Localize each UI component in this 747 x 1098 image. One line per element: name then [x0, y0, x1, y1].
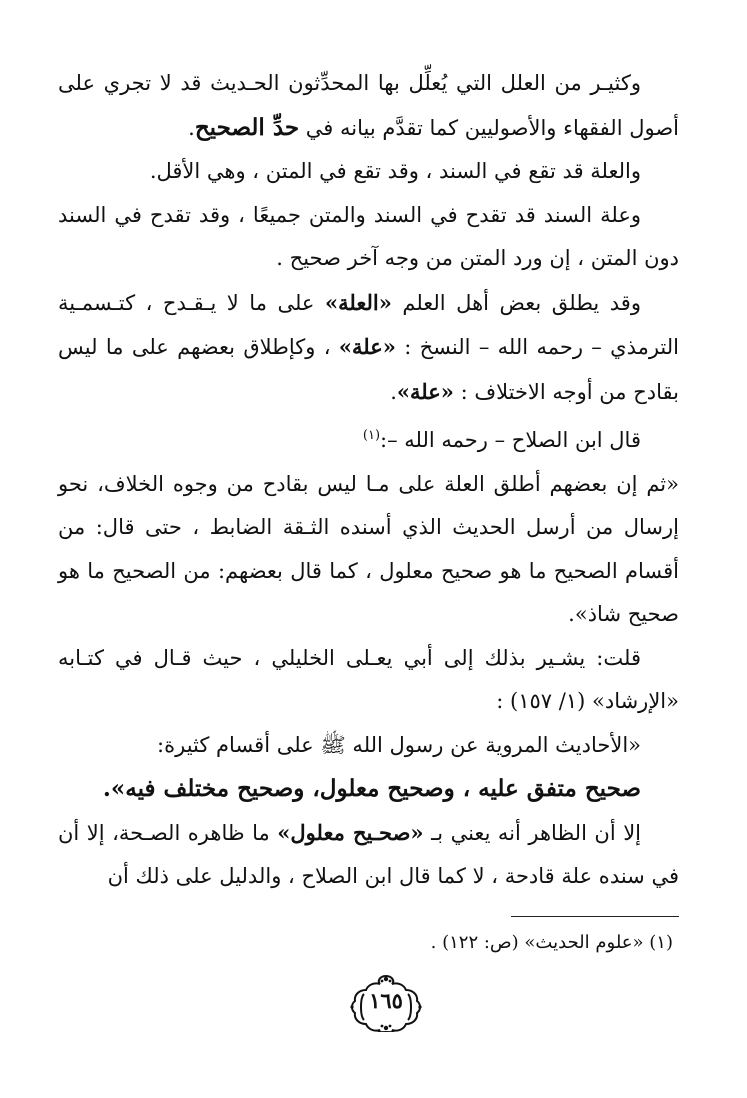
paragraph-1-tail: .: [188, 115, 195, 140]
footnote: (١) «علوم الحديث» (ص: ١٢٢) .: [430, 932, 673, 953]
paragraph-1-emphasis: حدِّ الصحيح: [194, 113, 300, 141]
paragraph-4-part4: .: [390, 379, 397, 404]
paragraph-10-part2: ما ظاهره الصـحة، إلا أن في سنده علة قادحة ، لا كما قال ابن الصلاح ، والدليل على ذلك أن: [58, 820, 679, 888]
paragraph-7: قلت: يشـير بذلك إلى أبي يعـلى الخليلي ، حيث قـال في كتـابه «الإرشاد» (١/ ١٥٧) :: [58, 645, 679, 713]
paragraph-4-emphasis-1: «العلة»: [325, 289, 392, 315]
paragraph-3: وعلة السند قد تقدح في السند والمتن جميعًا ، وقد تقدح في السند دون المتن ، إن ورد المتن من وجه آخر صحيح .: [58, 202, 679, 270]
paragraph-4-emphasis-3: «علة»: [396, 378, 454, 404]
paragraph-10: [58, 811, 679, 899]
page-number-ornament: [346, 972, 426, 1032]
paragraph-2: والعلة قد تقع في السند ، وقد تقع في المتن ، وهي الأقل.: [149, 159, 641, 183]
paragraph-4-part2: على ما لا يـقـدح ، كتـسمـية الترمذي – رحمه الله – النسخ :: [58, 290, 680, 359]
paragraph-5-text: قال ابن الصلاح – رحمه الله –:: [380, 428, 641, 452]
paragraph-1-text: وكثيـر من العلل التي يُعلِّل بها المحدِّثون الحـديث قد لا تجري على أصول الفقهاء والأصوليين كما تقدَّم بيانه في: [58, 71, 679, 140]
page-number: ١٦٥: [369, 988, 403, 1013]
footnote-divider: [511, 916, 679, 917]
paragraph-6-quote: «ثم إن بعضهم أطلق العلة على مـا ليس بقادح من وجوه الخلاف، نحو إرسال من أرسل الحديث الذي أسنده الثـقة الضابط ، حتى قال: من أقسام الصحيح ما هو صحيح معلول ، كما قال بعضهم: من الصحيح ما هو صحيح شاذ».: [58, 471, 679, 626]
paragraph-10-part1: إلا أن الظاهر أنه يعني بـ: [423, 820, 642, 845]
paragraph-1: [58, 62, 679, 150]
footnote-reference: (١): [362, 428, 381, 443]
paragraph-4-part1: وقد يطلق بعض أهل العلم: [391, 290, 641, 315]
paragraph-4: [58, 281, 679, 415]
paragraph-10-emphasis: «صحـيح معلول»: [277, 819, 424, 845]
paragraph-5: [58, 414, 679, 463]
paragraph-8-quote: «الأحاديث المروية عن رسول الله ﷺ على أقسام كثيرة:: [157, 732, 641, 757]
paragraph-4-emphasis-2: «علة»: [338, 334, 396, 359]
body-text: [58, 62, 679, 899]
paragraph-9-quote-bold: صحيح متفق عليه ، وصحيح معلول، وصحيح مختلف فيه».: [102, 775, 641, 802]
paragraph-4-part3: ، وكإطلاق بعضهم على ما ليس بقادح من أوجه الاختلاف :: [58, 335, 679, 404]
